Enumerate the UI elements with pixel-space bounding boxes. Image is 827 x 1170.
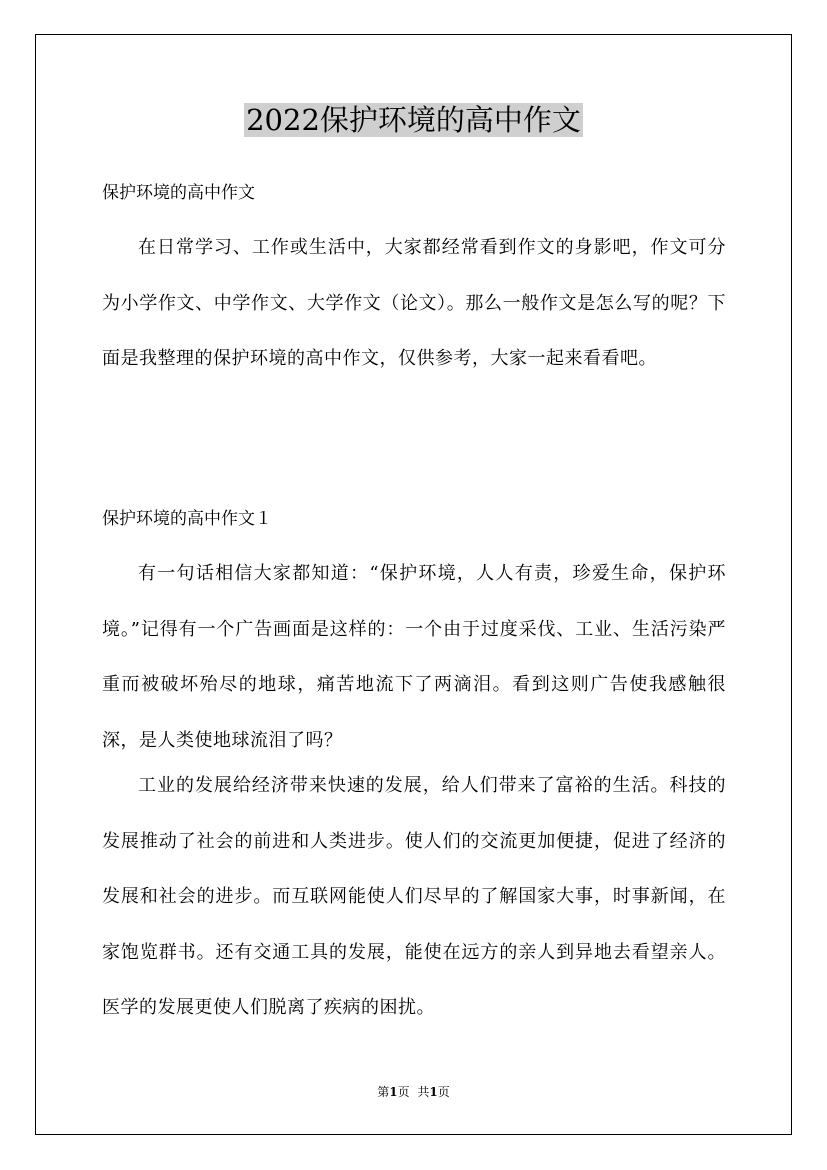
essay-heading: 保护环境的高中作文１: [102, 509, 272, 529]
intro-heading: 保护环境的高中作文: [102, 183, 255, 203]
footer-total-prefix: 共: [417, 1085, 430, 1099]
footer-total-suffix: 页: [437, 1085, 450, 1099]
essay-paragraph-2: 工业的发展给经济带来快速的发展，给人们带来了富裕的生活。科技的发展推动了社会的前进和人类进步。使人们的交流更加便捷，促进了经济的发展和社会的进步。而互联网能使人们尽早的了解国家大事，时事新闻，在家饱览群书。还有交通工具的发展，能使在远方的亲人到异地去看望亲人。医学的发展更使人们脱离了疾病的困扰。: [102, 775, 726, 1018]
intro-paragraph: 在日常学习、工作或生活中，大家都经常看到作文的身影吧，作文可分为小学作文、中学作文、大学作文（论文）。那么一般作文是怎么写的呢？下面是我整理的保护环境的高中作文，仅供参考，大家一起来看看吧。: [102, 237, 726, 369]
document-title-text: 2022保护环境的高中作文: [246, 103, 581, 137]
essay-paragraph-1: 有一句话相信大家都知道：“保护环境，人人有责，珍爱生命，保护环境。”记得有一个广告画面是这样的：一个由于过度采伐、工业、生活污染严重而被破坏殆尽的地球，痛苦地流下了两滴泪。看到这则广告使我感触很深，是人类使地球流泪了吗？: [102, 563, 726, 751]
page-footer: [0, 1083, 827, 1101]
footer-page-prefix: 第: [377, 1085, 390, 1099]
footer-total-pages: 1: [429, 1085, 438, 1099]
footer-page-number: 1: [389, 1085, 398, 1099]
document-title: [0, 100, 827, 140]
footer-page-suffix: 页: [397, 1085, 410, 1099]
